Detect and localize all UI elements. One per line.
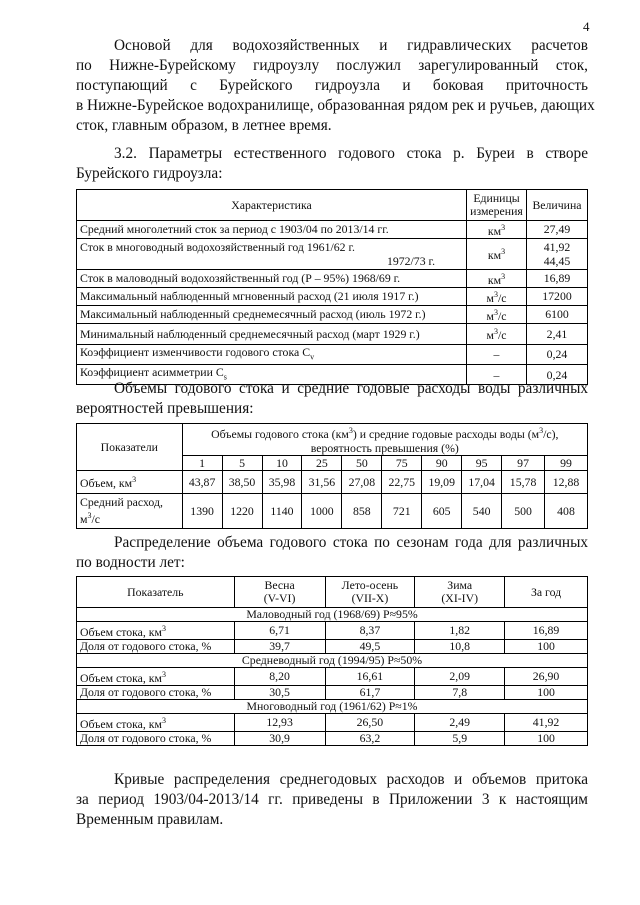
intro-line-5: сток, главным образом, в летнее время. — [76, 117, 332, 134]
table1-value: 17200 — [527, 287, 588, 305]
discharge-cell: 858 — [342, 493, 382, 528]
row-label: Объем стока, $км^3$ — [77, 667, 235, 685]
probability-paragraph — [76, 379, 588, 419]
table1-value: 2,41 — [527, 323, 588, 344]
table-row — [77, 639, 588, 653]
cell: 12,93 — [234, 713, 325, 731]
table-row — [77, 731, 588, 745]
table1-label: Средний многолетний сток за период с 1903/04 по 2013/14 гг. — [77, 221, 467, 239]
section-line-1: 3.2. Параметры естественного годового стока р. Буреи в створе — [114, 145, 588, 162]
probability-cell: 97 — [502, 455, 545, 470]
discharge-cell: 540 — [462, 493, 502, 528]
section-heading — [76, 144, 588, 184]
table2-group-header: Объемы годового стока $(км^3)$ и средние годовые расходы воды $(м^3/с)$, вероятность превышения (%) — [182, 424, 587, 456]
cell: 39,7 — [234, 639, 325, 653]
probability-cell: 90 — [422, 455, 462, 470]
row-label: Доля от годового стока, % — [77, 685, 235, 699]
discharge-cell: 500 — [502, 493, 545, 528]
seasonal-distribution-table — [76, 576, 588, 746]
row-label: Доля от годового стока, % — [77, 731, 235, 745]
table-row — [77, 622, 588, 640]
para2-line-2: вероятностей превышения: — [76, 400, 254, 417]
discharge-cell: 1140 — [262, 493, 302, 528]
table-row — [77, 493, 588, 528]
table-row — [77, 344, 588, 364]
table1-unit: $км^3$ — [467, 221, 527, 239]
cell: 41,92 — [505, 713, 588, 731]
volume-cell: 43,87 — [182, 470, 222, 493]
volume-cell: 19,09 — [422, 470, 462, 493]
table3-group-title: Средневодный год (1994/95) P≈50% — [77, 653, 588, 667]
cell: 49,5 — [325, 639, 415, 653]
table-row — [77, 269, 588, 287]
table-row — [77, 685, 588, 699]
cell: 1,82 — [415, 622, 505, 640]
probability-cell: 25 — [302, 455, 342, 470]
table1-unit: $км^3$ — [467, 238, 527, 269]
cell: 16,61 — [325, 667, 415, 685]
table1-label: Максимальный наблюденный среднемесячный расход (июль 1972 г.) — [77, 305, 467, 323]
table1-value: 27,49 — [527, 221, 588, 239]
table2-discharge-label: Средний расход, $м^3/с$ — [77, 493, 183, 528]
cell: 7,8 — [415, 685, 505, 699]
cell: 5,9 — [415, 731, 505, 745]
cell: 30,5 — [234, 685, 325, 699]
volume-cell: 15,78 — [502, 470, 545, 493]
intro-paragraph — [76, 36, 595, 136]
table1-label: Минимальный наблюденный среднемесячный расход (март 1929 г.) — [77, 323, 467, 344]
table1-label: Сток в маловодный водохозяйственный год (Р – 95%) 1968/69 г. — [77, 269, 467, 287]
para2-line-1: Объемы годового стока и средние годовые расходы воды различных — [114, 380, 588, 397]
section-line-2: Бурейского гидроузла: — [76, 165, 223, 182]
runoff-parameters-table — [76, 189, 588, 385]
seasonal-paragraph — [76, 533, 588, 573]
discharge-cell: 408 — [545, 493, 588, 528]
table1-header-characteristic: Характеристика — [77, 190, 467, 221]
table1-unit: $км^3$ — [467, 269, 527, 287]
probability-cell: 5 — [222, 455, 262, 470]
cell: 2,49 — [415, 713, 505, 731]
row-label: Объем стока, $км^3$ — [77, 713, 235, 731]
para3-line-2: по водности лет: — [76, 554, 185, 571]
probability-cell: 1 — [182, 455, 222, 470]
volume-cell: 31,56 — [302, 470, 342, 493]
cell: 6,71 — [234, 622, 325, 640]
cell: 100 — [505, 685, 588, 699]
cell: 100 — [505, 639, 588, 653]
row-label: Объем стока, $км^3$ — [77, 622, 235, 640]
table1-value: 0,24 — [527, 365, 588, 385]
para4-line-3: Временным правилам. — [76, 811, 224, 828]
volume-cell: 35,98 — [262, 470, 302, 493]
probability-cell: 50 — [342, 455, 382, 470]
probability-cell: 10 — [262, 455, 302, 470]
table1-header-unit-l2: измерения — [470, 204, 523, 218]
row-label: Доля от годового стока, % — [77, 639, 235, 653]
cell: 26,50 — [325, 713, 415, 731]
table3-header-spring: Весна (V-VI) — [234, 577, 325, 608]
table-row — [77, 221, 588, 239]
table1-header-row — [77, 190, 588, 221]
cell: 10,8 — [415, 639, 505, 653]
table2-header-row — [77, 424, 588, 456]
para3-line-1: Распределение объема годового стока по сезонам года для различных — [114, 534, 588, 551]
cell: 63,2 — [325, 731, 415, 745]
table1-value: 6100 — [527, 305, 588, 323]
table-row — [77, 470, 588, 493]
table1-value: 16,89 — [527, 269, 588, 287]
intro-line-2: по Нижне-Бурейскому гидроузлу послужил зарегулированный сток, — [76, 57, 588, 74]
table1-unit: $м^3/с$ — [467, 305, 527, 323]
volume-cell: 22,75 — [382, 470, 422, 493]
intro-line-4: в Нижне-Бурейское водохранилище, образованная рядом рек и ручьев, дающих — [76, 97, 595, 114]
cell: 8,20 — [234, 667, 325, 685]
volume-cell: 38,50 — [222, 470, 262, 493]
table3-header-row — [77, 577, 588, 608]
cell: 26,90 — [505, 667, 588, 685]
probability-cell: 75 — [382, 455, 422, 470]
table1-label: Сток в многоводный водохозяйственный год 1961/62 г. 1972/73 г. — [77, 238, 467, 269]
discharge-cell: 721 — [382, 493, 422, 528]
intro-line-1: Основой для водохозяйственных и гидравлических расчетов — [114, 37, 588, 54]
table3-group-title: Многоводный год (1961/62) P≈1% — [77, 699, 588, 713]
table3-header-year: За год — [505, 577, 588, 608]
volume-cell: 27,08 — [342, 470, 382, 493]
table-row — [77, 238, 588, 269]
table1-header-unit — [467, 190, 527, 221]
para4-line-2: за период 1903/04-2013/14 гг. приведены в Приложении 3 к настоящим — [76, 791, 588, 808]
probability-cell: 95 — [462, 455, 502, 470]
table1-unit: $м^3/с$ — [467, 323, 527, 344]
para4-line-1: Кривые распределения среднегодовых расходов и объемов притока — [114, 771, 588, 788]
probability-table — [76, 423, 588, 529]
discharge-cell: 1390 — [182, 493, 222, 528]
cell: 61,7 — [325, 685, 415, 699]
discharge-cell: 1000 — [302, 493, 342, 528]
table1-label: Коэффициент изменчивости годового стока $C_v$ — [77, 344, 467, 364]
table1-header-unit-l1: Единицы — [473, 191, 520, 205]
table1-label: Максимальный наблюденный мгновенный расход (21 июля 1917 г.) — [77, 287, 467, 305]
volume-cell: 17,04 — [462, 470, 502, 493]
cell: 2,09 — [415, 667, 505, 685]
volume-cell: 12,88 — [545, 470, 588, 493]
table-row — [77, 713, 588, 731]
table3-header-summer: Лето-осень (VII-X) — [325, 577, 415, 608]
table3-header-winter: Зима (XI-IV) — [415, 577, 505, 608]
table-row — [77, 667, 588, 685]
probability-cell: 99 — [545, 455, 588, 470]
page-number: 4 — [583, 19, 590, 34]
table2-header-indicators: Показатели — [77, 424, 183, 471]
table2-volume-label: Объем, $км^3$ — [77, 470, 183, 493]
table-row — [77, 323, 588, 344]
table1-unit: $м^3/с$ — [467, 287, 527, 305]
cell: 8,37 — [325, 622, 415, 640]
table-row — [77, 287, 588, 305]
cell: 16,89 — [505, 622, 588, 640]
table3-group-title: Маловодный год (1968/69) P≈95% — [77, 608, 588, 622]
discharge-cell: 605 — [422, 493, 462, 528]
table1-value: 0,24 — [527, 344, 588, 364]
cell: 30,9 — [234, 731, 325, 745]
table1-unit: – — [467, 365, 527, 385]
discharge-cell: 1220 — [222, 493, 262, 528]
table1-label: Коэффициент асимметрии $C_s$ — [77, 365, 467, 385]
intro-line-3: поступающий с Бурейского гидроузла и боковая приточность — [76, 77, 588, 94]
cell: 100 — [505, 731, 588, 745]
table-row — [77, 305, 588, 323]
appendix-paragraph — [76, 770, 588, 830]
table1-unit: – — [467, 344, 527, 364]
table1-header-value: Величина — [527, 190, 588, 221]
table1-value: 41,92 44,45 — [527, 238, 588, 269]
table3-header-indicator: Показатель — [77, 577, 235, 608]
